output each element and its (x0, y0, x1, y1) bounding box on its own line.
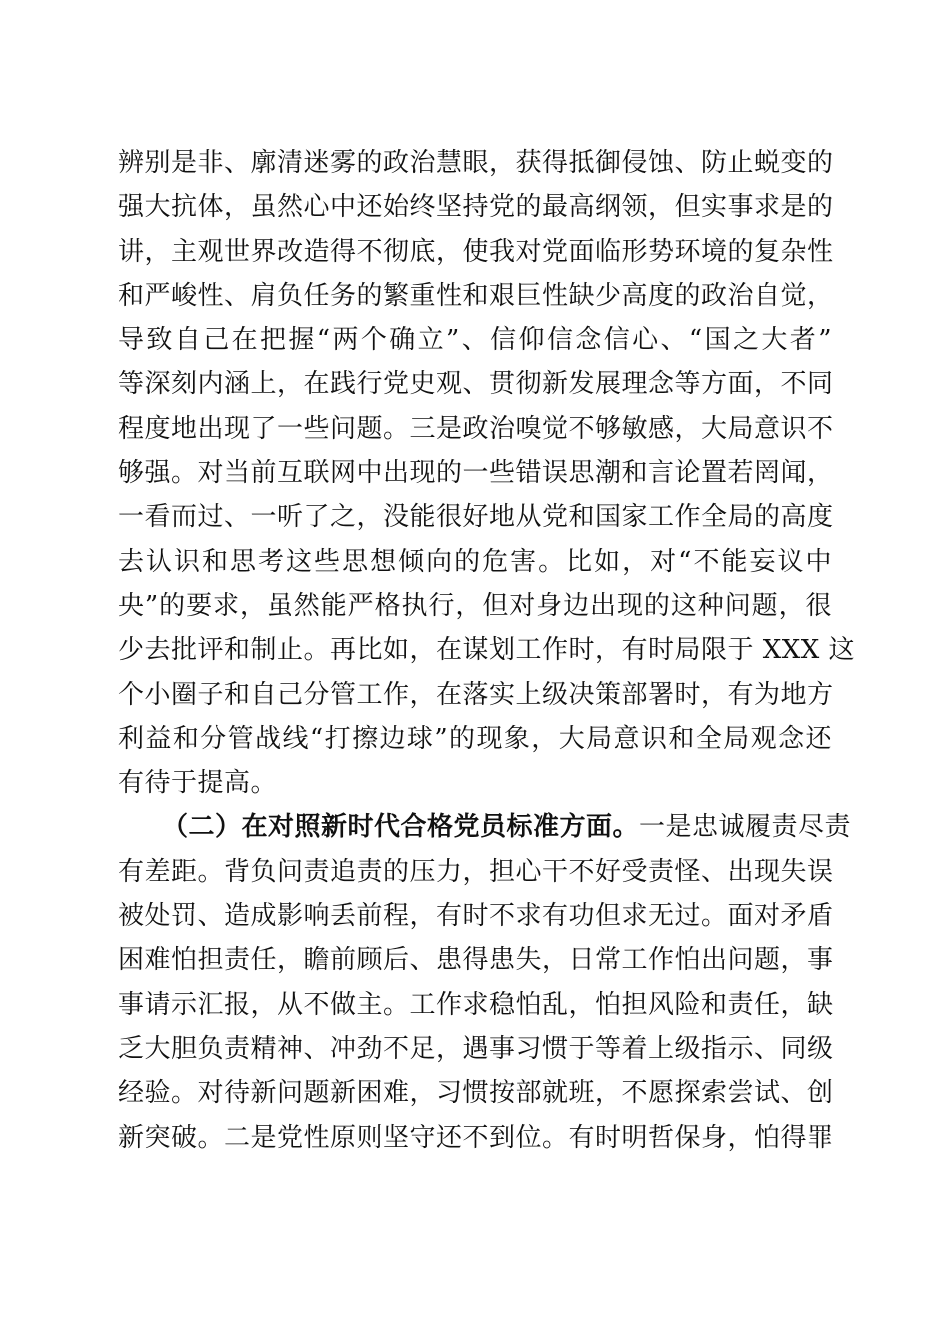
text-line: 强大抗体，虽然心中还始终坚持党的最高纲领，但实事求是的 (118, 192, 834, 223)
text-line: 辨别是非、廓清迷雾的政治慧眼，获得抵御侵蚀、防止蜕变的 (118, 148, 834, 178)
paragraph-1 (118, 141, 856, 805)
text-line: 有差距。背负问责追责的压力，担心干不好受责怪、出现失误 (118, 856, 834, 887)
text-line: 被处罚、造成影响丢前程，有时不求有功但求无过。面对矛盾 (118, 901, 834, 932)
document-body (118, 141, 856, 1160)
text-line: 导致自己在把握“两个确立”、信仰信念信心、“国之大者” (118, 325, 832, 356)
text-line: 讲，主观世界改造得不彻底，使我对党面临形势环境的复杂性 (118, 236, 834, 267)
text-line: 和严峻性、肩负任务的繁重性和艰巨性缺少高度的政治自觉， (118, 280, 834, 311)
text-line (118, 805, 852, 849)
text-line: 等深刻内涵上，在践行党史观、贯彻新发展理念等方面，不同 (118, 369, 834, 400)
text-line: 少去批评和制止。再比如，在谋划工作时，有时局限于 XXX 这 (118, 635, 856, 666)
text-line: 够强。对当前互联网中出现的一些错误思潮和言论置若罔闻， (118, 458, 834, 489)
text-line: 事请示汇报，从不做主。工作求稳怕乱，怕担风险和责任，缺 (118, 989, 834, 1020)
text-line: 一看而过、一听了之，没能很好地从党和国家工作全局的高度 (118, 502, 834, 533)
section-heading: （二）在对照新时代合格党员标准方面。 (162, 812, 640, 843)
text-line: 有待于提高。 (118, 768, 278, 799)
paragraph-2 (118, 805, 852, 1159)
text-line: 央”的要求，虽然能严格执行，但对身边出现的这种问题，很 (118, 590, 832, 621)
text-line: 程度地出现了一些问题。三是政治嗅觉不够敏感，大局意识不 (118, 413, 834, 444)
text-line: 乏大胆负责精神、冲劲不足，遇事习惯于等着上级指示、同级 (118, 1033, 834, 1064)
text-line: 新突破。二是党性原则坚守还不到位。有时明哲保身，怕得罪 (118, 1122, 834, 1153)
heading-line-rest: 一是忠诚履责尽责 (639, 812, 852, 843)
text-line: 经验。对待新问题新困难，习惯按部就班，不愿探索尝试、创 (118, 1078, 834, 1109)
text-line: 困难怕担责任，瞻前顾后、患得患失，日常工作怕出问题，事 (118, 945, 834, 976)
text-line: 利益和分管战线“打擦边球”的现象，大局意识和全局观念还 (118, 723, 832, 754)
text-line: 去认识和思考这些思想倾向的危害。比如，对“不能妄议中 (118, 546, 832, 577)
text-line: 个小圈子和自己分管工作，在落实上级决策部署时，有为地方 (118, 679, 834, 710)
